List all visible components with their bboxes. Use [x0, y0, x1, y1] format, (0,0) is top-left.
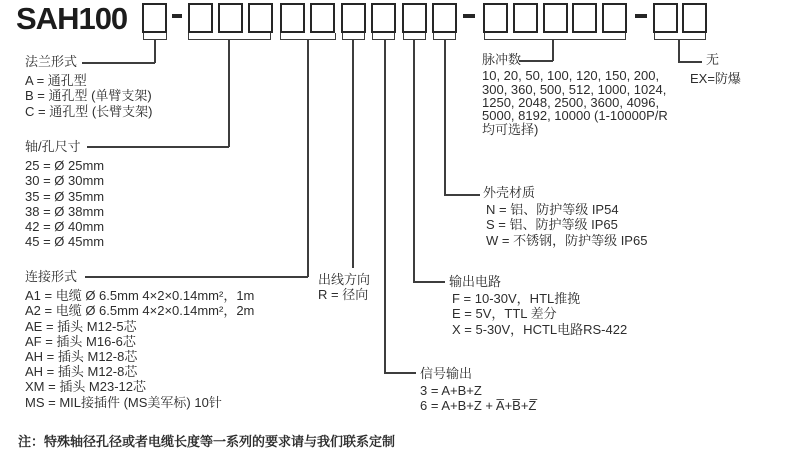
section-heading: 信号输出	[420, 366, 473, 381]
section-heading: 连接形式	[25, 269, 78, 284]
code-box-connection-2	[310, 3, 335, 33]
section-heading: 无	[706, 52, 720, 67]
section-pulse-count	[482, 52, 668, 136]
option-item: A = 通孔型	[25, 73, 87, 89]
code-box-signal	[371, 3, 396, 33]
option-item: A2 = 电缆 Ø 6.5mm 4×2×0.14mm²，2m	[25, 303, 255, 319]
option-item: 6 = A+B+Z + A̅+B̅+Z̅	[420, 398, 537, 414]
section-connection-type	[25, 269, 254, 410]
leader-line-signal	[384, 372, 416, 374]
option-item: S = 铝、防护等级 IP65	[486, 217, 618, 233]
code-box-pulse-5	[602, 3, 627, 33]
pulse-values-line: 1250, 2048, 2500, 3600, 4096,	[482, 95, 660, 111]
group-bracket-pulses	[484, 33, 626, 40]
leader-line-signal	[384, 40, 386, 373]
leader-line-ex	[678, 40, 680, 62]
option-item: X = 5-30V，HCTL电路RS-422	[452, 321, 628, 337]
section-heading: 脉冲数	[482, 52, 522, 67]
option-item: 30 = Ø 30mm	[25, 173, 105, 189]
code-box-housing	[432, 3, 457, 33]
section-outlet-direction	[318, 272, 370, 302]
code-dash	[172, 14, 182, 18]
section-heading: 法兰形式	[25, 54, 78, 69]
code-box-connection-1	[280, 3, 305, 33]
option-item: 42 = Ø 40mm	[25, 219, 105, 235]
section-housing-material	[483, 185, 647, 248]
leader-line-shaft	[87, 146, 229, 148]
option-item: MS = MIL接插件 (MS美军标) 10针	[25, 394, 222, 410]
leader-line-circuit	[413, 281, 445, 283]
code-box-pulse-2	[513, 3, 538, 33]
code-box-flange	[142, 3, 167, 33]
leader-line-housing	[444, 194, 480, 196]
section-output-circuit	[449, 274, 627, 337]
group-bracket-shaft	[188, 33, 271, 40]
model-title: SAH100	[16, 1, 128, 36]
section-explosion-proof	[690, 52, 741, 86]
pulse-values-line: 10, 20, 50, 100, 120, 150, 200,	[482, 68, 660, 84]
code-dash	[635, 14, 647, 18]
group-bracket-signal	[372, 33, 395, 40]
group-bracket-outlet	[342, 33, 365, 40]
code-box-shaft-3	[248, 3, 273, 33]
leader-line-connection	[307, 40, 309, 277]
leader-line-outlet	[352, 40, 354, 268]
leader-line-housing	[444, 40, 446, 195]
option-item: E = 5V，TTL 差分	[452, 306, 557, 322]
group-bracket-connection	[280, 33, 336, 40]
pulse-values-line: 300, 360, 500, 512, 1000, 1024,	[482, 81, 667, 97]
section-heading: 输出电路	[449, 274, 502, 289]
pulse-values-line: 均可选择)	[482, 121, 539, 137]
code-box-pulse-1	[483, 3, 508, 33]
code-box-pulse-3	[543, 3, 568, 33]
option-item: AH = 插头 M12-8芯	[25, 364, 138, 380]
leader-line-flange	[154, 40, 156, 63]
code-box-shaft-1	[188, 3, 213, 33]
section-flange-type	[25, 54, 152, 119]
option-item: AF = 插头 M16-6芯	[25, 333, 136, 349]
leader-line-circuit	[413, 40, 415, 282]
group-bracket-housing	[433, 33, 456, 40]
section-heading: 轴/孔尺寸	[25, 139, 81, 154]
option-item: XM = 插头 M23-12芯	[25, 379, 147, 395]
pulse-values-line: 5000, 8192, 10000 (1-10000P/R	[482, 108, 668, 124]
section-signal-output	[420, 366, 536, 414]
option-item: C = 通孔型 (长臂支架)	[25, 103, 153, 119]
option-item: AE = 插头 M12-5芯	[25, 318, 137, 334]
option-item: 3 = A+B+Z	[420, 383, 482, 399]
option-item: 38 = Ø 38mm	[25, 203, 105, 219]
option-item: 25 = Ø 25mm	[25, 158, 105, 174]
option-item: 35 = Ø 35mm	[25, 188, 105, 204]
option-item: A1 = 电缆 Ø 6.5mm 4×2×0.14mm²，1m	[25, 288, 255, 304]
section-heading: 外壳材质	[483, 185, 536, 200]
option-item: F = 10-30V，HTL推挽	[452, 291, 581, 307]
option-item: R = 径向	[318, 287, 369, 303]
option-item: AH = 插头 M12-8芯	[25, 349, 138, 365]
code-box-ex-1	[653, 3, 678, 33]
option-item: 45 = Ø 45mm	[25, 234, 105, 250]
option-item: N = 铝、防护等级 IP54	[486, 202, 619, 218]
option-item: B = 通孔型 (单臂支架)	[25, 88, 152, 104]
custom-order-note: 注：特殊轴径孔径或者电缆长度等一系列的要求请与我们联系定制	[18, 434, 396, 449]
section-shaft-size	[25, 139, 104, 249]
option-item: EX=防爆	[690, 71, 741, 87]
code-box-circuit	[402, 3, 427, 33]
code-dash	[463, 14, 475, 18]
group-bracket-flange	[143, 33, 167, 40]
group-bracket-circuit	[403, 33, 426, 40]
option-item: W = 不锈钢，防护等级 IP65	[486, 232, 648, 248]
code-box-outlet	[341, 3, 366, 33]
section-heading: 出线方向	[318, 272, 371, 287]
leader-line-shaft	[228, 40, 230, 147]
code-box-ex-2	[682, 3, 707, 33]
code-box-shaft-2	[218, 3, 243, 33]
code-box-pulse-4	[572, 3, 597, 33]
group-bracket-ex	[654, 33, 706, 40]
